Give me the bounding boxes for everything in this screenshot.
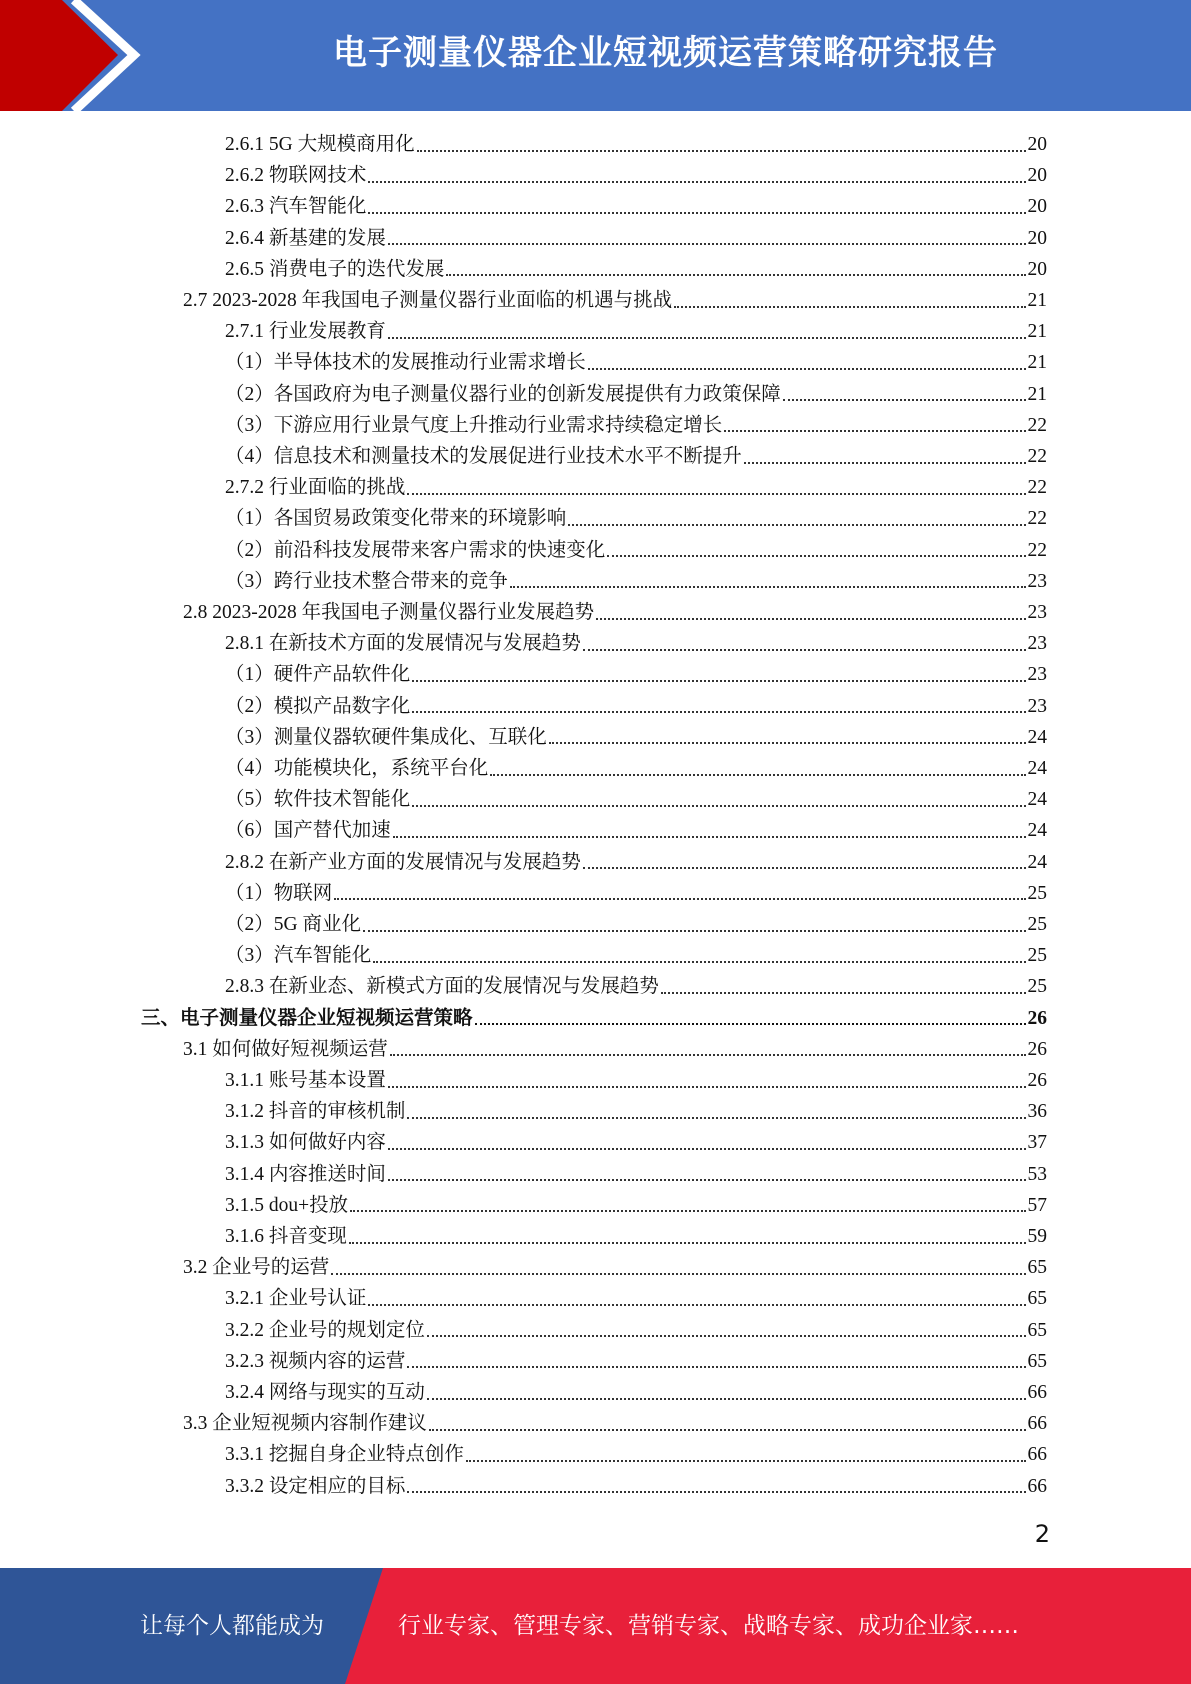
toc-leader-dots	[596, 618, 1025, 620]
toc-entry-page: 65	[1027, 1288, 1047, 1310]
toc-entry[interactable]	[225, 970, 1047, 1001]
toc-entry-label: （2）5G 商业化	[225, 914, 361, 935]
toc-entry-label: 3.1.1 账号基本设置	[225, 1070, 386, 1091]
toc-entry-label: 2.8.3 在新业态、新模式方面的发展情况与发展趋势	[225, 976, 659, 998]
toc-entry[interactable]	[225, 814, 1047, 845]
toc-entry-page: 66	[1027, 1382, 1047, 1403]
toc-entry-page: 22	[1027, 508, 1047, 530]
footer-slogan-left: 让每个人都能成为	[140, 1613, 324, 1639]
toc-leader-dots	[368, 181, 1025, 183]
toc-entry[interactable]	[225, 721, 1047, 752]
toc-leader-dots	[368, 212, 1025, 214]
toc-entry-page: 66	[1027, 1444, 1047, 1466]
toc-entry-page: 37	[1027, 1132, 1047, 1154]
toc-entry-page: 20	[1027, 196, 1047, 218]
toc-entry-label: （3）汽车智能化	[225, 945, 372, 967]
toc-entry-label: 3.1 如何做好短视频运营	[183, 1038, 388, 1060]
toc-leader-dots	[412, 711, 1025, 713]
toc-entry-label: 2.6.5 消费电子的迭代发展	[225, 258, 445, 280]
toc-entry[interactable]	[225, 1314, 1047, 1345]
toc-entry-page: 25	[1027, 976, 1047, 998]
toc-leader-dots	[475, 1023, 1026, 1025]
toc-entry[interactable]	[225, 159, 1047, 190]
toc-entry[interactable]	[183, 1033, 1047, 1064]
toc-entry-page: 20	[1027, 134, 1047, 155]
toc-leader-dots	[407, 493, 1025, 495]
toc-leader-dots	[349, 1242, 1026, 1244]
toc-entry[interactable]	[225, 1345, 1047, 1376]
toc-entry-label: （2）各国政府为电子测量仪器行业的创新发展提供有力政策保障	[225, 383, 781, 405]
toc-entry-page: 66	[1027, 1413, 1047, 1435]
toc-leader-dots	[412, 805, 1025, 807]
toc-entry-label: （6）国产替代加速	[225, 820, 391, 842]
toc-entry-label: 2.8.2 在新产业方面的发展情况与发展趋势	[225, 851, 581, 873]
toc-entry-label: 3.2 企业号的运营	[183, 1257, 330, 1279]
toc-leader-dots	[661, 992, 1026, 994]
toc-entry-page: 24	[1027, 726, 1047, 748]
toc-leader-dots	[393, 836, 1026, 838]
toc-entry[interactable]	[225, 846, 1047, 877]
toc-entry[interactable]	[225, 565, 1047, 596]
toc-leader-dots	[724, 430, 1025, 432]
toc-entry-label: 2.8 2023-2028 年我国电子测量仪器行业发展趋势	[183, 602, 595, 623]
toc-entry-label: 3.1.5 dou+投放	[225, 1194, 349, 1216]
toc-entry-label: 3.3.2 设定相应的目标	[225, 1475, 406, 1497]
toc-leader-dots	[568, 524, 1025, 526]
toc-leader-dots	[368, 1304, 1025, 1306]
toc-entry[interactable]	[225, 1220, 1047, 1251]
toc-entry[interactable]	[225, 315, 1047, 346]
toc-entry[interactable]	[183, 1251, 1047, 1282]
toc-entry[interactable]	[225, 1095, 1047, 1126]
header-title: 电子测量仪器企业短视频运营策略研究报告	[333, 33, 998, 73]
toc-entry[interactable]	[225, 752, 1047, 783]
toc-leader-dots	[417, 150, 1026, 152]
toc-entry-label: （1）各国贸易政策变化带来的环境影响	[225, 508, 567, 530]
toc-entry-page: 26	[1027, 1070, 1047, 1091]
toc-leader-dots	[388, 337, 1026, 339]
toc-leader-dots	[407, 1491, 1025, 1493]
toc-entry-page: 24	[1027, 820, 1047, 842]
toc-entry-page: 36	[1027, 1101, 1047, 1123]
toc-entry[interactable]	[225, 627, 1047, 658]
toc-entry[interactable]	[141, 1002, 1047, 1033]
toc-entry[interactable]	[225, 1282, 1047, 1313]
toc-entry[interactable]	[225, 378, 1047, 409]
toc-leader-dots	[350, 1210, 1025, 1212]
toc-leader-dots	[588, 368, 1026, 370]
toc-entry-page: 21	[1027, 290, 1047, 311]
toc-entry-page: 53	[1027, 1163, 1047, 1185]
toc-leader-dots	[373, 961, 1025, 963]
toc-entry-page: 65	[1027, 1257, 1047, 1279]
toc-entry-page: 24	[1027, 851, 1047, 873]
toc-entry[interactable]	[225, 1376, 1047, 1407]
toc-entry-label: 三、电子测量仪器企业短视频运营策略	[141, 1007, 473, 1029]
toc-entry-page: 23	[1027, 633, 1047, 655]
toc-leader-dots	[388, 1086, 1026, 1088]
toc-entry[interactable]	[225, 346, 1047, 377]
toc-entry[interactable]	[225, 1470, 1047, 1501]
toc-entry[interactable]	[225, 658, 1047, 689]
toc-entry-label: 3.2.1 企业号认证	[225, 1288, 367, 1310]
toc-entry-label: 2.6.4 新基建的发展	[225, 227, 386, 249]
toc-entry-label: 3.3.1 挖掘自身企业特点创作	[225, 1444, 464, 1466]
toc-entry-page: 24	[1027, 758, 1047, 779]
toc-entry-label: （2）前沿科技发展带来客户需求的快速变化	[225, 539, 606, 561]
page-number: 2	[1034, 1520, 1050, 1548]
toc-leader-dots	[490, 774, 1025, 776]
toc-leader-dots	[674, 306, 1025, 308]
toc-entry[interactable]	[183, 284, 1047, 315]
toc-entry[interactable]	[225, 1158, 1047, 1189]
toc-entry-label: 2.6.3 汽车智能化	[225, 196, 367, 218]
toc-entry[interactable]	[225, 409, 1047, 440]
toc-entry-page: 65	[1027, 1350, 1047, 1372]
toc-leader-dots	[388, 1179, 1026, 1181]
toc-entry[interactable]	[183, 1407, 1047, 1438]
toc-leader-dots	[429, 1429, 1026, 1431]
toc-entry-page: 20	[1027, 227, 1047, 249]
toc-entry-label: （2）模拟产品数字化	[225, 695, 411, 717]
toc-entry-label: 2.7.1 行业发展教育	[225, 321, 386, 343]
footer-slogan-right: 行业专家、管理专家、营销专家、战略专家、成功企业家……	[398, 1613, 1019, 1639]
toc-entry-page: 23	[1027, 695, 1047, 717]
toc-entry-page: 59	[1027, 1226, 1047, 1247]
toc-leader-dots	[388, 1148, 1026, 1150]
toc-entry[interactable]	[225, 222, 1047, 253]
toc-entry-page: 21	[1027, 321, 1047, 343]
toc-leader-dots	[466, 1460, 1026, 1462]
toc-leader-dots	[446, 274, 1025, 276]
toc-entry-page: 26	[1027, 1007, 1047, 1029]
toc-entry-label: （3）下游应用行业景气度上升推动行业需求持续稳定增长	[225, 414, 723, 436]
toc-entry-page: 22	[1027, 446, 1047, 467]
toc-leader-dots	[583, 867, 1026, 869]
toc-entry-page: 20	[1027, 165, 1047, 187]
toc-entry-label: 3.2.3 视频内容的运营	[225, 1350, 406, 1372]
toc-entry-page: 24	[1027, 789, 1047, 811]
toc-entry[interactable]	[225, 877, 1047, 908]
toc-entry-label: （3）跨行业技术整合带来的竞争	[225, 570, 508, 592]
toc-leader-dots	[331, 1273, 1025, 1275]
toc-entry[interactable]	[225, 502, 1047, 533]
toc-entry[interactable]	[225, 128, 1047, 159]
toc-entry[interactable]	[225, 690, 1047, 721]
toc-leader-dots	[334, 898, 1025, 900]
toc-entry[interactable]	[225, 908, 1047, 939]
toc-entry[interactable]	[225, 190, 1047, 221]
toc-leader-dots	[407, 1366, 1025, 1368]
toc-leader-dots	[427, 1398, 1026, 1400]
toc-entry-page: 26	[1027, 1038, 1047, 1060]
toc-entry-label: 3.1.3 如何做好内容	[225, 1132, 386, 1154]
toc-entry-label: 3.1.6 抖音变现	[225, 1226, 347, 1247]
toc-entry[interactable]	[225, 534, 1047, 565]
toc-leader-dots	[783, 399, 1026, 401]
toc-entry-page: 20	[1027, 258, 1047, 280]
toc-leader-dots	[363, 930, 1026, 932]
toc-entry-label: （4）信息技术和测量技术的发展促进行业技术水平不断提升	[225, 446, 742, 467]
toc-entry-label: 2.7.2 行业面临的挑战	[225, 477, 406, 499]
toc-entry-page: 65	[1027, 1319, 1047, 1341]
toc-entry-page: 21	[1027, 383, 1047, 405]
toc-entry-label: 2.6.2 物联网技术	[225, 165, 367, 187]
toc-entry-label: 2.6.1 5G 大规模商用化	[225, 134, 415, 155]
toc-entry-page: 66	[1027, 1475, 1047, 1497]
toc-entry-label: 3.2.2 企业号的规划定位	[225, 1319, 425, 1341]
toc-entry-label: （3）测量仪器软硬件集成化、互联化	[225, 726, 547, 748]
toc-entry-page: 25	[1027, 882, 1047, 904]
toc-entry-page: 25	[1027, 945, 1047, 967]
toc-leader-dots	[607, 555, 1025, 557]
toc-entry[interactable]	[225, 939, 1047, 970]
toc-entry-label: 3.1.4 内容推送时间	[225, 1163, 386, 1185]
toc-leader-dots	[427, 1335, 1026, 1337]
toc-entry[interactable]	[225, 471, 1047, 502]
toc-entry-label: （1）半导体技术的发展推动行业需求增长	[225, 352, 586, 374]
toc-entry[interactable]	[225, 783, 1047, 814]
toc-leader-dots	[510, 586, 1026, 588]
toc-leader-dots	[390, 1054, 1026, 1056]
toc-leader-dots	[388, 243, 1026, 245]
toc-leader-dots	[549, 742, 1026, 744]
toc-entry-label: 3.1.2 抖音的审核机制	[225, 1101, 406, 1123]
toc-entry[interactable]	[225, 1438, 1047, 1469]
toc-entry[interactable]	[225, 440, 1047, 471]
toc-entry-label: 2.7 2023-2028 年我国电子测量仪器行业面临的机遇与挑战	[183, 290, 673, 311]
toc-entry-page: 23	[1027, 664, 1047, 686]
toc-entry[interactable]	[225, 1064, 1047, 1095]
page-footer	[0, 1568, 1191, 1684]
toc-entry-page: 22	[1027, 539, 1047, 561]
toc-entry-label: 2.8.1 在新技术方面的发展情况与发展趋势	[225, 633, 581, 655]
toc-leader-dots	[744, 462, 1026, 464]
toc-leader-dots	[407, 1117, 1025, 1119]
toc-entry-page: 23	[1027, 602, 1047, 623]
toc-entry-label: （1）物联网	[225, 882, 333, 904]
toc-entry[interactable]	[225, 1189, 1047, 1220]
toc-entry-page: 25	[1027, 914, 1047, 935]
toc-entry-label: 3.2.4 网络与现实的互动	[225, 1382, 425, 1403]
toc-entry-label: 3.3 企业短视频内容制作建议	[183, 1413, 427, 1435]
toc-entry-label: （5）软件技术智能化	[225, 789, 411, 811]
toc-entry[interactable]	[225, 1126, 1047, 1157]
toc-entry[interactable]	[225, 253, 1047, 284]
page-header	[0, 0, 1191, 111]
toc-entry-page: 22	[1027, 414, 1047, 436]
toc-leader-dots	[583, 649, 1026, 651]
toc-entry-page: 23	[1027, 570, 1047, 592]
toc-entry-label: （1）硬件产品软件化	[225, 664, 411, 686]
toc-entry-page: 22	[1027, 477, 1047, 499]
toc-entry-label: （4）功能模块化，系统平台化	[225, 758, 489, 779]
toc-leader-dots	[412, 680, 1025, 682]
toc-entry-page: 57	[1027, 1194, 1047, 1216]
toc-entry-page: 21	[1027, 352, 1047, 374]
toc-entry[interactable]	[183, 596, 1047, 627]
